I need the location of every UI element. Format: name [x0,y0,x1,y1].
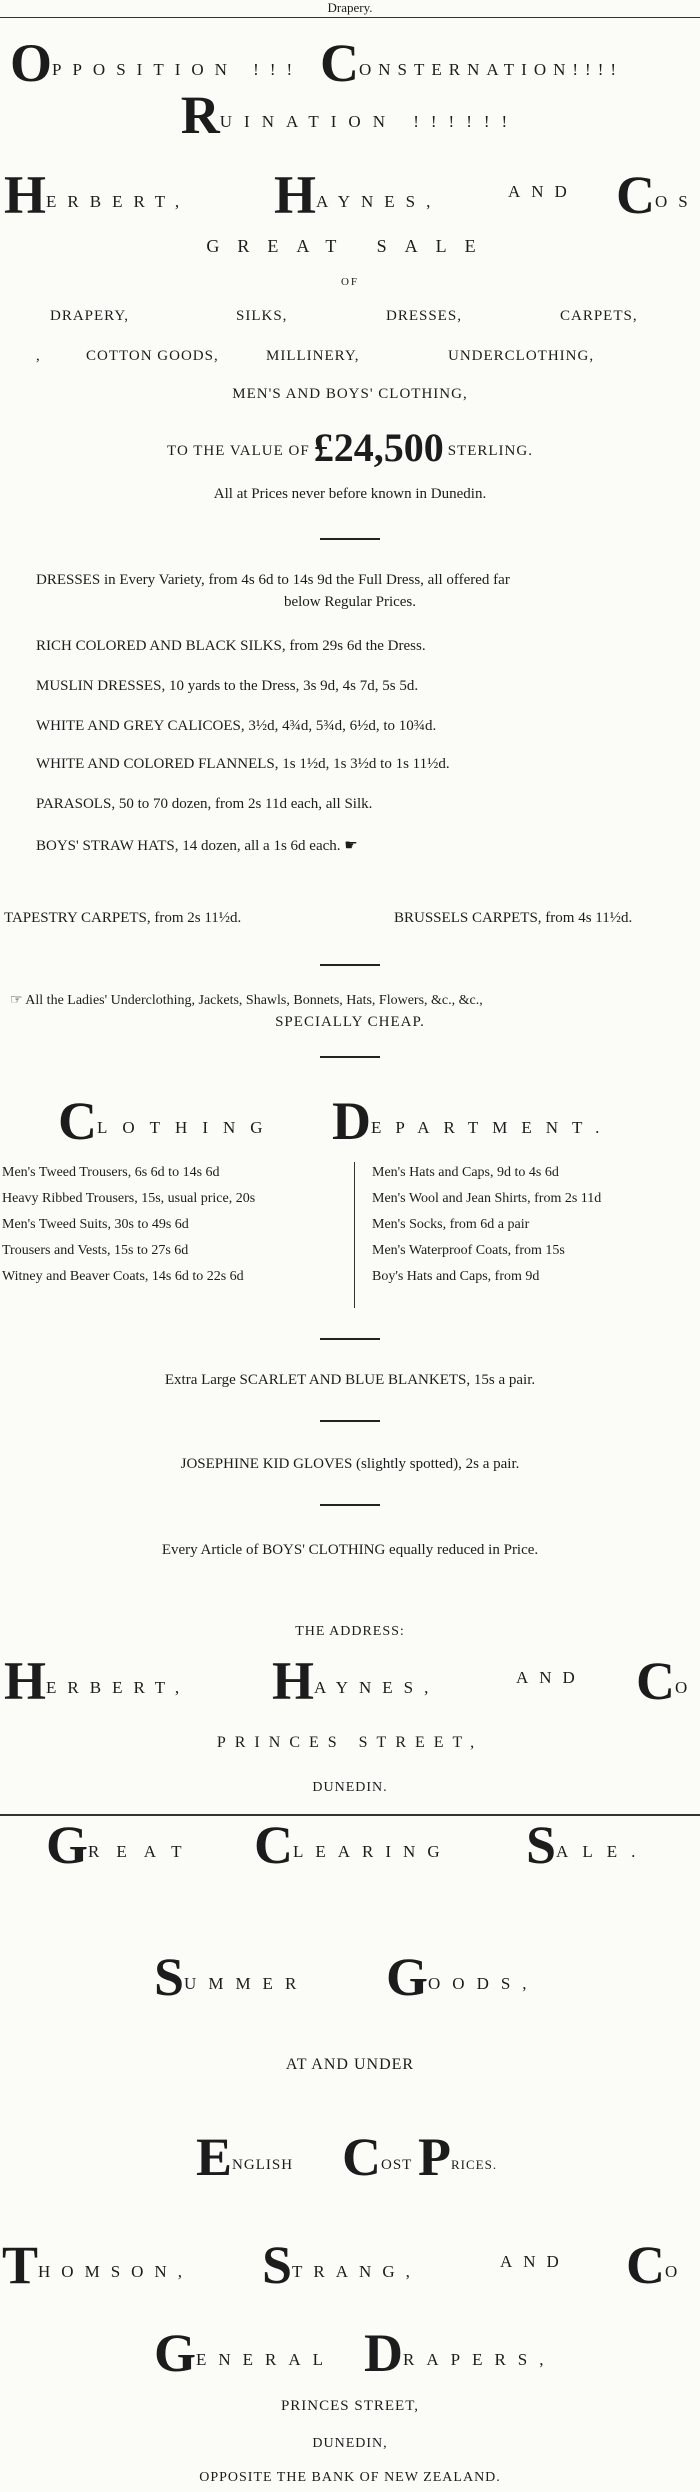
firm-name-and: AND [508,182,578,201]
firm2-w2: HAYNES, [272,1651,440,1711]
firm2-w1: HERBERT, [4,1651,191,1711]
clothing-left-item: Trousers and Vests, 15s to 27s 6d [2,1243,189,1258]
ruination-heading: RUINATION !!!!!! [180,85,520,145]
of-word: OF [340,276,360,288]
great-sale: GREAT SALE [206,236,494,256]
summer-w2: GOODS, [386,1947,539,2007]
goods-cotton: COTTON GOODS, [86,348,219,364]
goods-comma: , [36,348,41,364]
consternation-heading: CONSTERNATION!!!! [320,33,624,93]
section-divider [320,1420,380,1422]
section-divider [320,1056,380,1058]
street-line-2: PRINCES STREET, [280,2398,420,2414]
clothing-right-item: Men's Hats and Caps, 9d to 4s 6d [372,1165,559,1180]
address-label: THE ADDRESS: [295,1624,405,1639]
firm-name-w1: HERBERT, [4,165,191,225]
firm-name-w3: COS [616,165,699,225]
item-muslin: MUSLIN DRESSES, 10 yards to the Dress, 3s 9d, 4s 7d, 5s 5d. [36,678,419,694]
thomson-and: AND [500,2252,570,2271]
item-straw-hats: BOYS' STRAW HATS, 14 dozen, all a 1s 6d each. ☛ [36,838,358,854]
clothing-right-item: Men's Waterproof Coats, from 15s [372,1243,565,1258]
goods-carpets: CARPETS, [560,308,638,324]
english-w2: COST [342,2127,413,2187]
thomson-w3: CO [626,2235,689,2295]
general-w2: DRAPERS, [364,2323,556,2383]
value-line: TO THE VALUE OF £24,500 STERLING. [167,425,533,470]
ad-separator [0,1814,700,1816]
clothing-right-item: Boy's Hats and Caps, from 9d [372,1269,540,1284]
item-flannels: WHITE AND COLORED FLANNELS, 1s 1½d, 1s 3½d to 1s 11½d. [36,756,450,772]
clothing-left-item: Witney and Beaver Coats, 14s 6d to 22s 6d [2,1269,244,1284]
brussels-carpets: BRUSSELS CARPETS, from 4s 11½d. [394,910,633,926]
item-parasols: PARASOLS, 50 to 70 dozen, from 2s 11d each, all Silk. [36,796,373,812]
pointing-hand-icon: ☞ [10,993,23,1008]
section-divider [320,964,380,966]
goods-millinery: MILLINERY, [266,348,360,364]
section-divider [320,538,380,540]
at-and-under: AT AND UNDER [285,2056,415,2073]
tapestry-carpets: TAPESTRY CARPETS, from 2s 11½d. [4,910,242,926]
goods-underclothing: UNDERCLOTHING, [448,348,595,364]
clothing-w1: CLOTHING [58,1091,278,1151]
item-silks: RICH COLORED AND BLACK SILKS, from 29s 6d the Dress. [36,638,426,654]
general-w1: GENERAL [154,2323,336,2383]
street-line: PRINCES STREET, [216,1734,484,1751]
english-w3: PRICES. [418,2127,498,2187]
value-amount: £24,500 [313,425,444,470]
clothing-left-item: Men's Tweed Trousers, 6s 6d to 14s 6d [2,1165,220,1180]
clearing-sale-w3: SALE. [526,1815,650,1875]
clearing-sale-w1: GREAT [46,1815,199,1875]
section-divider [320,1504,380,1506]
city-line: DUNEDIN. [312,1780,388,1795]
clothing-left-item: Heavy Ribbed Trousers, 15s, usual price, 20s [2,1191,256,1206]
pointing-hand-icon: ☛ [344,838,358,854]
header-rule [0,17,700,18]
boys-clothing-line: Every Article of BOYS' CLOTHING equally reduced in Price. [161,1542,539,1558]
clothing-right-item: Men's Wool and Jean Shirts, from 2s 11d [372,1191,602,1206]
gloves-line: JOSEPHINE KID GLOVES (slightly spotted), 2s a pair. [180,1456,520,1472]
clothing-right-item: Men's Socks, from 6d a pair [372,1217,530,1232]
opposition-heading: OPPOSITION !!! [10,33,304,93]
section-header: Drapery. [327,0,373,15]
section-divider [320,1338,380,1340]
ladies-line: ☞ All the Ladies' Underclothing, Jackets, Shawls, Bonnets, Hats, Flowers, &c., &c., [10,993,483,1008]
item-dresses: DRESSES in Every Variety, from 4s 6d to 14s 9d the Full Dress, all offered far [36,572,510,588]
city-line-2: DUNEDIN, [312,2436,388,2451]
goods-mens-boys: MEN'S AND BOYS' CLOTHING, [232,386,468,402]
specially-cheap: SPECIALLY CHEAP. [275,1014,425,1030]
goods-silks: SILKS, [236,308,288,324]
clearing-sale-w2: CLEARING [254,1815,452,1875]
item-dresses-cont: below Regular Prices. [283,594,417,610]
goods-dresses: DRESSES, [386,308,462,324]
thomson-w1: THOMSON, [2,2235,193,2295]
item-calicoes: WHITE AND GREY CALICOES, 3½d, 4¾d, 5¾d, 6½d, to 10¾d. [36,718,437,734]
clothing-right-column [372,1162,698,1288]
summer-w1: SUMMER [154,1947,309,2007]
firm-name-w2: HAYNES, [274,165,442,225]
column-divider [354,1162,355,1308]
clothing-left-column [2,1162,342,1288]
english-w1: ENGLISH [196,2127,294,2187]
goods-drapery: DRAPERY, [50,308,130,324]
thomson-w2: STRANG, [262,2235,421,2295]
clothing-w2: DEPARTMENT. [332,1091,614,1151]
firm2-w3: CO [636,1651,699,1711]
firm2-and: AND [516,1668,586,1687]
prices-note: All at Prices never before known in Dunedin. [213,486,487,502]
clothing-left-item: Men's Tweed Suits, 30s to 49s 6d [2,1217,189,1232]
blankets-line: Extra Large SCARLET AND BLUE BLANKETS, 15s a pair. [164,1372,536,1388]
opposite-bank-line: OPPOSITE THE BANK OF NEW ZEALAND. [199,2470,501,2485]
